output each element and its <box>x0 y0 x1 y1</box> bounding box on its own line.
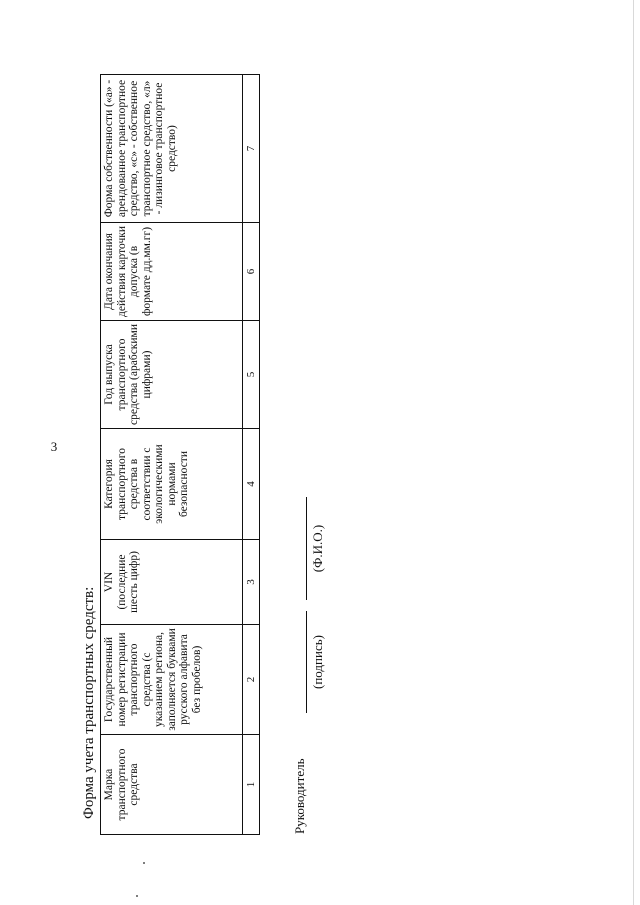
column-header-registration-number: Государственный номер регистрации транспортного средства (с указанием региона, заполняется буквами русского алфавита без пробелов) <box>101 625 243 735</box>
column-header-vin: VIN (последние шесть цифр) <box>101 540 243 625</box>
table-header-row <box>101 75 243 835</box>
column-header-year-of-manufacture: Год выпуска транспортного средства (арабскими цифрами) <box>101 321 243 429</box>
column-header-brand: Марка транспортного средства <box>101 735 243 835</box>
column-number: 3 <box>242 540 259 625</box>
column-header-ownership-form: Форма собственности («а» - арендованное транспортное средство, «с» - собственное транспортное средство, «л» - лизинговое транспортное средство) <box>101 75 243 223</box>
column-number: 2 <box>242 625 259 735</box>
name-caption: (Ф.И.О.) <box>310 524 325 573</box>
signatory-position: Руководитель <box>292 758 307 834</box>
column-header-permit-expiry-date: Дата окончания действия карточки допуска (в формате дд.мм.гг) <box>101 223 243 321</box>
signature-line <box>306 611 307 713</box>
signature-caption: (подпись) <box>310 635 325 689</box>
vehicle-accounting-table <box>100 74 260 835</box>
column-header-ecological-category: Категория транспортного средства в соответствии с экологическими нормами безопасности <box>101 429 243 540</box>
column-number: 4 <box>242 429 259 540</box>
column-number: 5 <box>242 321 259 429</box>
page-number: 3 <box>50 439 58 454</box>
column-numbers-row <box>242 75 259 835</box>
column-number: 7 <box>242 75 259 223</box>
column-number: 1 <box>242 735 259 835</box>
name-line <box>306 497 307 600</box>
form-title: Форма учета транспортных средств: <box>81 586 97 819</box>
column-number: 6 <box>242 223 259 321</box>
